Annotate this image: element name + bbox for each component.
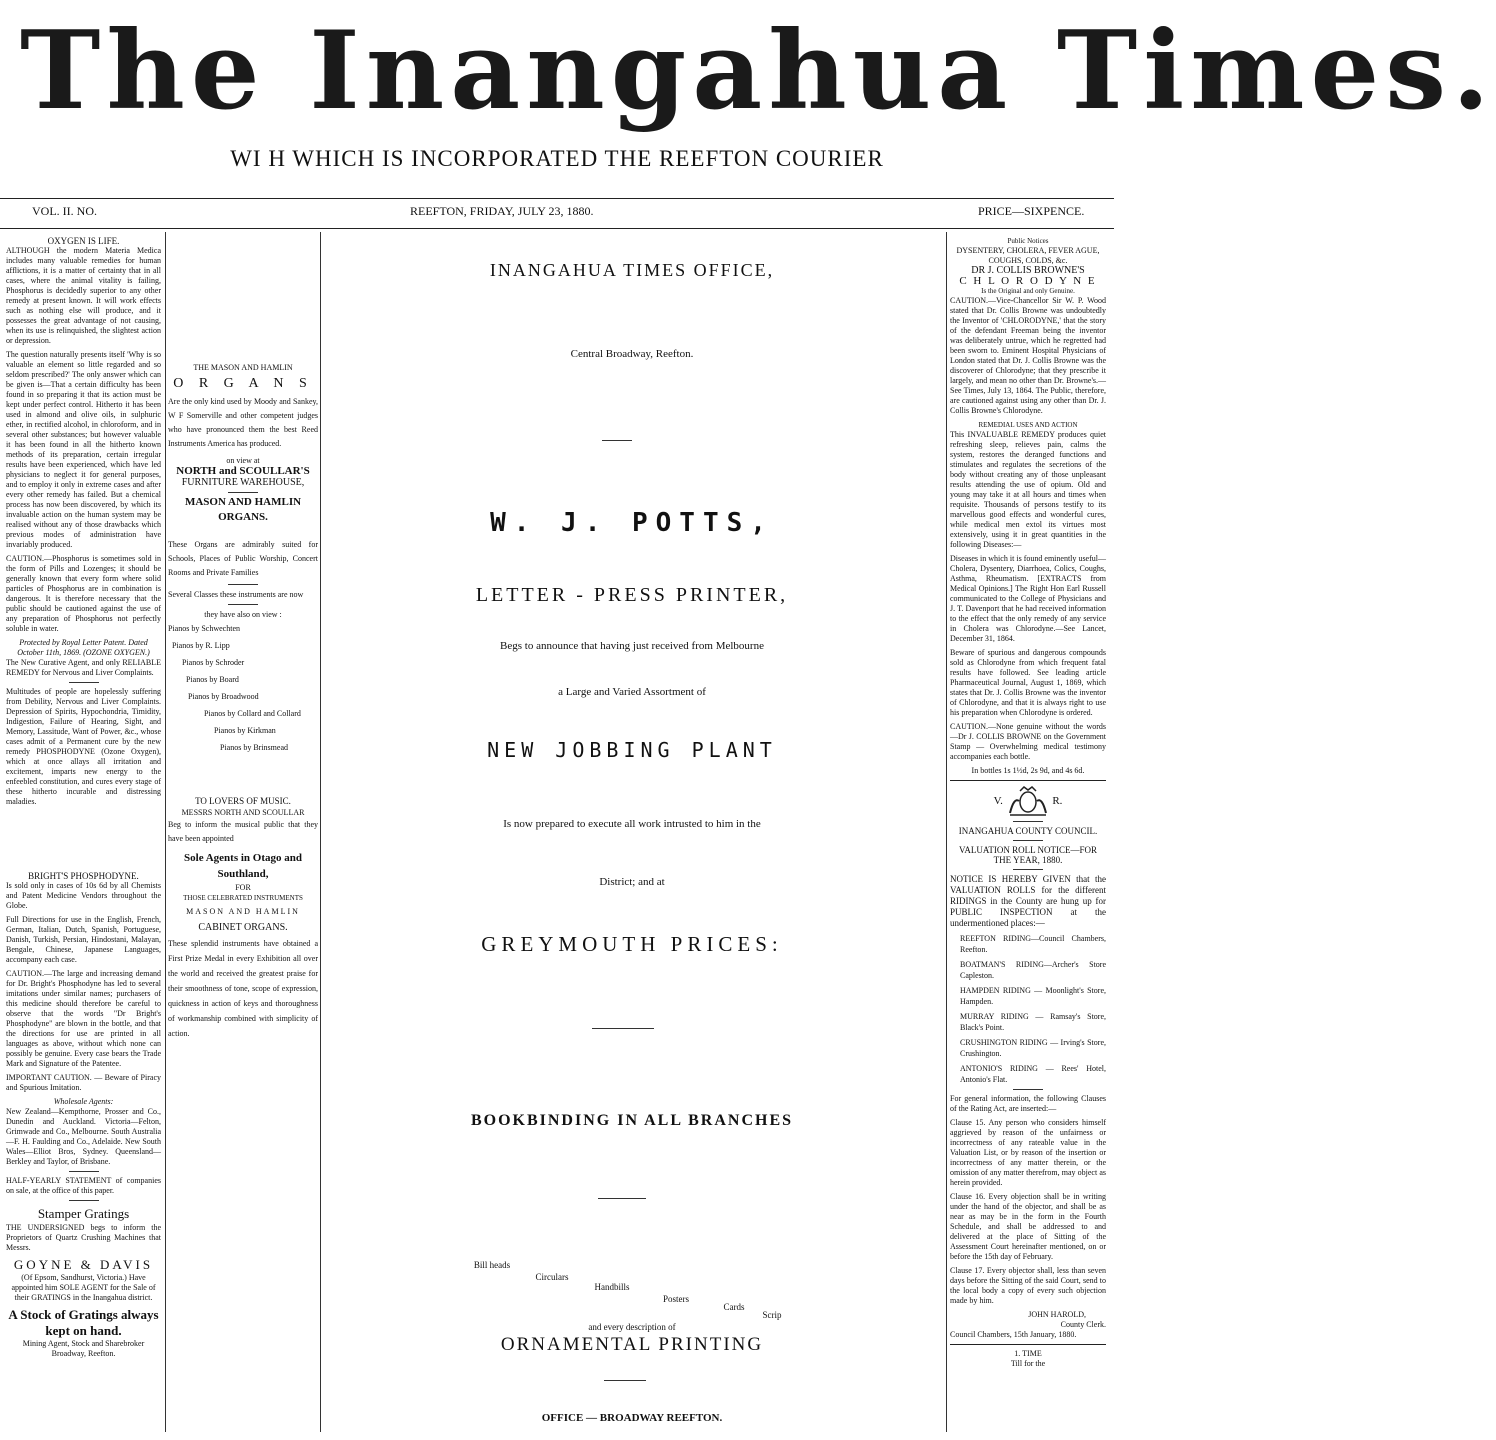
year-heading: THE YEAR, 1880.	[993, 855, 1063, 866]
list-item: Pianos by Broadwood	[188, 692, 259, 701]
ornamental-printing: ORNAMENTAL PRINTING	[500, 1334, 764, 1355]
genuine-notice: Is the Original and only Genuine.	[981, 287, 1075, 295]
paragraph: The New Curative Agent, and only RELIABLE REMEDY for Nervous and Liver Complaints.	[6, 658, 161, 677]
royal-crest-line	[950, 785, 1106, 817]
cabinet-organs: CABINET ORGANS.	[198, 922, 288, 933]
print-item: Bill heads	[473, 1260, 511, 1270]
paragraph: CAUTION.—Phosphorus is sometimes sold in the form of Pills and Lozenges; it should be generally known that every form where solid particles of Phosphorus are in combination is dangerous. It is therefore necessary that the public should be cautioned against the use of any preparation of Phosphorus not perfectly soluble in water.	[6, 554, 161, 633]
jobbing-plant: NEW JOBBING PLANT	[487, 738, 777, 762]
divider	[1013, 1089, 1043, 1090]
paragraph: (Of Epsom, Sandhurst, Victoria.) Have appointed him SOLE AGENT for the Sale of their GRATINGS in the Inangahua district.	[11, 1273, 156, 1302]
agents-title: Wholesale Agents:	[53, 1097, 114, 1106]
print-item: Scrip	[762, 1310, 782, 1320]
ridings-list	[950, 933, 1106, 1085]
paragraph: Diseases in which it is found eminently useful—Cholera, Dysentery, Diarrhoea, Colics, Coughs, Asthma, Rheumatism. [EXTRACTS from Medical Opinions.] The Right Hon Earl Russell communicated to the College of Physicians and J. T. Davenport that he had received information to the effect that the only remedy of any service in Cholera was Chlorodyne.—See Lancet, December 31, 1864.	[950, 554, 1106, 643]
brights-heading: BRIGHT'S PHOSPHODYNE.	[28, 871, 139, 881]
piano-list	[168, 620, 318, 756]
messrs-heading: MESSRS NORTH AND SCOULLAR	[181, 808, 305, 817]
paragraph: These Organs are admirably suited for Schools, Places of Public Worship, Concert Rooms and Private Families	[168, 540, 318, 577]
collis-browne: DR J. COLLIS BROWNE'S	[971, 265, 1085, 276]
divider	[69, 1171, 99, 1172]
paragraph: Multitudes of people are hopelessly suffering from Debility, Nervous and Liver Complaints. Depression of Spirits, Hypochondria, Timidity, Indigestion, Failure of Hearing, Sight, and Memory, Lassitude, Want of Power, &c., whose cases admit of a Permanent cure by the new remedy PHOSPHODYNE (Ozone Oxygen), which at once allays all irritation and excitement, imparts new energy to the enfeebled constitution, and cures every stage of these hitherto incurable and distressing maladies.	[6, 687, 161, 806]
mining-agent: Mining Agent, Stock and Sharebroker Broadway, Reefton.	[22, 1339, 145, 1358]
printer-name: W. J. POTTS,	[490, 508, 774, 538]
spacer	[6, 811, 161, 871]
list-item: Pianos by Schwechten	[168, 624, 240, 633]
on-view: on view at	[226, 456, 260, 465]
chlorodyne-heading: C H L O R O D Y N E	[959, 275, 1097, 287]
assortment: a Large and Varied Assortment of	[558, 686, 706, 698]
goyne-davis: GOYNE & DAVIS	[13, 1257, 154, 1272]
divider	[1013, 840, 1043, 841]
print-item: Circulars	[535, 1272, 569, 1282]
divider	[228, 584, 258, 585]
office-address: Central Broadway, Reefton.	[570, 348, 694, 360]
printer-advertisement	[322, 236, 942, 1432]
paragraph: ALTHOUGH the modern Materia Medica includes many valuable remedies for human afflictions, it is a matter of certainty that in all cases, where the animal vitality is failing, Phosphorus is decidedly superior to any other remedy at present known. It will work effects such as nothing else will produce, and it possesses the great advantage of not causing, when its use is relinquished, the slightest action or depression.	[6, 246, 161, 345]
divider	[950, 1344, 1106, 1345]
district-notice: District; and at	[599, 876, 665, 888]
mason-hamlin-heading: MASON AND HAMLIN	[186, 907, 300, 916]
price: PRICE—SIXPENCE.	[978, 204, 1085, 218]
masthead	[0, 0, 1496, 200]
public-notices-label: Public Notices	[1007, 237, 1049, 245]
list-item: ANTONIO'S RIDING — Rees' Hotel, Antonio's Flat.	[960, 1064, 1106, 1085]
paragraph: Beware of spurious and dangerous compounds sold as Chlorodyne from which frequent fatal results have followed. See leading article Pharmaceutical Journal, August 1, 1869, which states that Dr. J. Collis Browne was the inventor of Chlorodyne, and that it is always right to use his preparation when Chlorodyne is ordered.	[950, 648, 1106, 717]
newspaper-subtitle: WI H WHICH IS INCORPORATED THE REEFTON COURIER	[230, 146, 884, 171]
divider	[592, 1028, 654, 1029]
prepared-notice: Is now prepared to execute all work intrusted to him in the	[503, 818, 761, 830]
left-column	[6, 236, 161, 1432]
mason-hamlin-heading: MASON AND HAMLIN	[184, 496, 302, 508]
furniture-warehouse: FURNITURE WAREHOUSE,	[181, 477, 305, 488]
signer-title: County Clerk.	[1060, 1320, 1106, 1330]
divider	[228, 604, 258, 605]
remedial-heading: REMEDIAL USES AND ACTION	[978, 421, 1078, 429]
info-bar	[0, 200, 1114, 222]
list-item: Pianos by Brinsmead	[220, 743, 288, 752]
column-divider	[320, 232, 321, 1432]
time-heading: 1. TIME	[1014, 1349, 1042, 1359]
paragraph: Beg to inform the musical public that they have been appointed	[168, 820, 318, 843]
printer-trade: LETTER - PRESS PRINTER,	[475, 584, 789, 606]
bookbinding: BOOKBINDING IN ALL BRANCHES	[470, 1112, 794, 1129]
office-footer: OFFICE — BROADWAY REEFTON.	[541, 1412, 723, 1424]
dateline: REEFTON, FRIDAY, JULY 23, 1880.	[410, 204, 594, 218]
notice-paragraph: NOTICE IS HEREBY GIVEN that the VALUATION ROLLS for the different RIDINGS in the County are hung up for PUBLIC INSPECTION at the undermentioned places:—	[950, 874, 1106, 929]
paragraph: Full Directions for use in the English, French, German, Italian, Dutch, Spanish, Portuguese, Danish, Turkish, Persian, Hindostani, Malayan, Bengale, Chinese, Japanese Languages, accompany each case.	[6, 915, 161, 964]
also-view: they have also on view :	[204, 610, 282, 619]
lovers-heading: TO LOVERS OF MUSIC.	[195, 796, 291, 806]
newspaper-title: The Inangahua Times.	[20, 8, 1496, 134]
vr-left: V.	[993, 795, 1003, 807]
spacer	[168, 756, 318, 796]
paragraph: For general information, the following Clauses of the Rating Act, are inserted:—	[950, 1094, 1106, 1114]
list-item: CRUSHINGTON RIDING — Irving's Store, Crushington.	[960, 1038, 1106, 1059]
list-item: BOATMAN'S RIDING—Archer's Store Capleston.	[960, 960, 1106, 981]
list-item: MURRAY RIDING — Ramsay's Store, Black's Point.	[960, 1012, 1106, 1033]
divider	[1013, 869, 1043, 870]
signer-name: JOHN HAROLD,	[1028, 1310, 1086, 1320]
volume-number: VOL. II. NO.	[32, 204, 97, 218]
spacer	[168, 526, 318, 538]
list-item: Pianos by Schroder	[182, 658, 245, 667]
for-label: FOR	[235, 883, 251, 892]
print-item: Cards	[723, 1302, 745, 1312]
list-item: Pianos by Board	[186, 675, 239, 684]
spacer	[168, 236, 318, 362]
list-item: REEFTON RIDING—Council Chambers, Reefton.	[960, 934, 1106, 955]
valuation-heading: VALUATION ROLL NOTICE—FOR	[959, 845, 1097, 856]
paragraph: CAUTION.—None genuine without the words—Dr J. COLLIS BROWNE on the Government Stamp — Overwhelming medical testimony accompanies each bottle.	[950, 722, 1106, 761]
divider	[604, 1380, 646, 1381]
organs-subheading: ORGANS.	[218, 511, 268, 523]
divider	[602, 440, 632, 441]
stock-notice: A Stock of Gratings always kept on hand.	[8, 1307, 159, 1338]
paragraph: Are the only kind used by Moody and Sankey, W F Somerville and other competent judges who have pronounced them the best Reed Instruments America has produced.	[168, 397, 318, 448]
patent-notice: Protected by Royal Letter Patent. Dated October 11th, 1869. (OZONE OXYGEN.)	[17, 638, 150, 657]
stamper-heading: Stamper Gratings	[37, 1206, 130, 1221]
info-rule	[0, 228, 1114, 229]
organs-heading: O R G A N S	[173, 376, 313, 391]
divider	[1013, 821, 1043, 822]
halfyearly-notice: HALF-YEARLY STATEMENT of companies on sale, at the office of this paper.	[6, 1176, 161, 1195]
celebrated-instruments: THOSE CELEBRATED INSTRUMENTS	[183, 894, 303, 902]
right-column	[950, 236, 1106, 1432]
second-column	[168, 236, 318, 1432]
royal-crest-icon	[1006, 785, 1050, 817]
paragraph: Clause 16. Every objection shall be in writing under the hand of the objector, and shall be as near as may be in the form in the Fourth Schedule, and shall be addressed to and delivered at the place of Sitting of the Assessment Court hereinafter mentioned, on or before the 15th day of February.	[950, 1192, 1106, 1262]
paragraph: CAUTION.—Vice-Chancellor Sir W. P. Wood stated that Dr. Collis Browne was undoubtedly the Inventor of 'CHLORODYNE,' that the story of the defendant Freeman being the inventor was deliberately untrue, which he regretted had been sworn to. Eminent Hospital Physicians of London stated that Dr. J. Collis Browne was the discoverer of Chlorodyne; that they prescribe it largely, and mean no other than Dr. Browne's.—See Times, July 13, 1864. The Public, therefore, are cautioned against using any other than Dr. J. Collis Browne's Chlorodyne.	[950, 296, 1106, 415]
list-item: HAMPDEN RIDING — Moonlight's Store, Hampden.	[960, 986, 1106, 1007]
column-divider	[946, 232, 947, 1432]
print-item: Handbills	[594, 1282, 630, 1292]
chambers-date: Council Chambers, 15th January, 1880.	[950, 1330, 1077, 1340]
every-description: and every description of	[588, 1322, 676, 1332]
divider	[228, 492, 258, 493]
greymouth-prices: GREYMOUTH PRICES:	[481, 932, 783, 956]
bottle-prices: In bottles 1s 1½d, 2s 9d, and 4s 6d.	[971, 766, 1085, 775]
divider	[950, 780, 1106, 781]
paragraph: Several Classes these instruments are now	[168, 590, 304, 599]
divider	[69, 1200, 99, 1201]
list-item: Pianos by Kirkman	[214, 726, 276, 735]
paragraph: Clause 17. Every objector shall, less than seven days before the Sitting of the said Court, send to the local body a copy of every such objection made by him.	[950, 1266, 1106, 1306]
paragraph: THE UNDERSIGNED begs to inform the Proprietors of Quartz Crushing Machines that Messrs.	[6, 1223, 161, 1252]
paragraph: CAUTION.—The large and increasing demand for Dr. Bright's Phosphodyne has led to several imitations under similar names; purchasers of this medicine should therefore be careful to observe that the words "Dr Bright's Phosphodyne" are blown in the bottle, and that the directions for use are printed in all languages as above, without which none can possibly be genuine. Every case bears the Trade Mark and Signature of the Patentee.	[6, 969, 161, 1068]
column-divider	[165, 232, 166, 1432]
masthead-rule	[0, 198, 1114, 199]
vr-right: R.	[1052, 795, 1063, 807]
council-heading: INANGAHUA COUNTY COUNCIL.	[958, 826, 1098, 837]
divider	[598, 1198, 646, 1199]
paragraph: The question naturally presents itself 'Why is so valuable an element so little regarded and so seldom prescribed?' The only answer which can be given is—That a certain difficulty has been found in so preparing it that its action must be kept under perfect control. Hitherto it has been used in almond and olive oils, in sulphuric ether, in rectified alcohol, in chloroform, and in several other substances; but however valuable it has been found in all the hitherto known methods of its preparation, certain irregular results have been experienced, which have led physicians to neglect it for general purposes, and to employ it only in extreme cases and after every other remedy has failed. But a chemical process has now been discovered, by which its invaluable action on the human system may be realised without any of those drawbacks which previous modes of administration have invariably produced.	[6, 350, 161, 549]
divider	[69, 682, 99, 683]
dysentery-heading: DYSENTERY, CHOLERA, FEVER AGUE, COUGHS, COLDS, &c.	[956, 246, 1100, 265]
oxygen-heading: OXYGEN IS LIFE.	[47, 236, 120, 246]
office-heading: INANGAHUA TIMES OFFICE,	[489, 260, 775, 280]
north-scoullar: NORTH and SCOULLAR'S	[176, 465, 310, 477]
time-subtext: Till for the	[1010, 1359, 1046, 1369]
paragraph: IMPORTANT CAUTION. — Beware of Piracy and Spurious Imitation.	[6, 1073, 161, 1092]
sole-agents: Sole Agents in Otago and Southland,	[184, 852, 302, 880]
paragraph: Clause 15. Any person who considers himself aggrieved by reason of the unfairness or incorrectness of any rateable value in the Valuation List, or by reason of the insertion or incorrectness of any matter therein, or the omission of any matter therefrom, may object as herein provided.	[950, 1118, 1106, 1188]
paragraph: These splendid instruments have obtained a First Prize Medal in every Exhibition all over the world and received the greatest praise for their smoothness of tone, scope of expression, quickness in action of keys and thoroughness of workmanship combined with simplicity of action.	[168, 939, 318, 1038]
paragraph: Is sold only in cases of 10s 6d by all Chemists and Patent Medicine Vendors throughout the Globe.	[6, 881, 161, 910]
list-item: Pianos by R. Lipp	[172, 641, 230, 650]
agents-list: New Zealand—Kempthorne, Prosser and Co., Dunedin and Auckland. Victoria—Felton, Grimwade and Co., Melbourne. South Australia—F. H. Faulding and Co., Adelaide. New South Wales—Elliot Bros, Sydney. Queensland—Berkley and Taylor, of Brisbane.	[6, 1107, 161, 1166]
mason-hamlin-heading: THE MASON AND HAMLIN	[193, 363, 293, 372]
announcement: Begs to announce that having just received from Melbourne	[500, 640, 764, 652]
paragraph: This INVALUABLE REMEDY produces quiet refreshing sleep, relieves pain, calms the system, restores the deranged functions and stimulates and regulates the secretions of the body without creating any of those unpleasant results attending the use of opium. Old and young may take it at all hours and times when requisite. Thousands of persons testify to its marvellous good effects and wonderful cures, while medical men extol its virtues most extensively, using it in great quantities in the following Diseases:—	[950, 430, 1106, 549]
print-item: Posters	[662, 1294, 689, 1304]
list-item: Pianos by Collard and Collard	[204, 709, 301, 718]
